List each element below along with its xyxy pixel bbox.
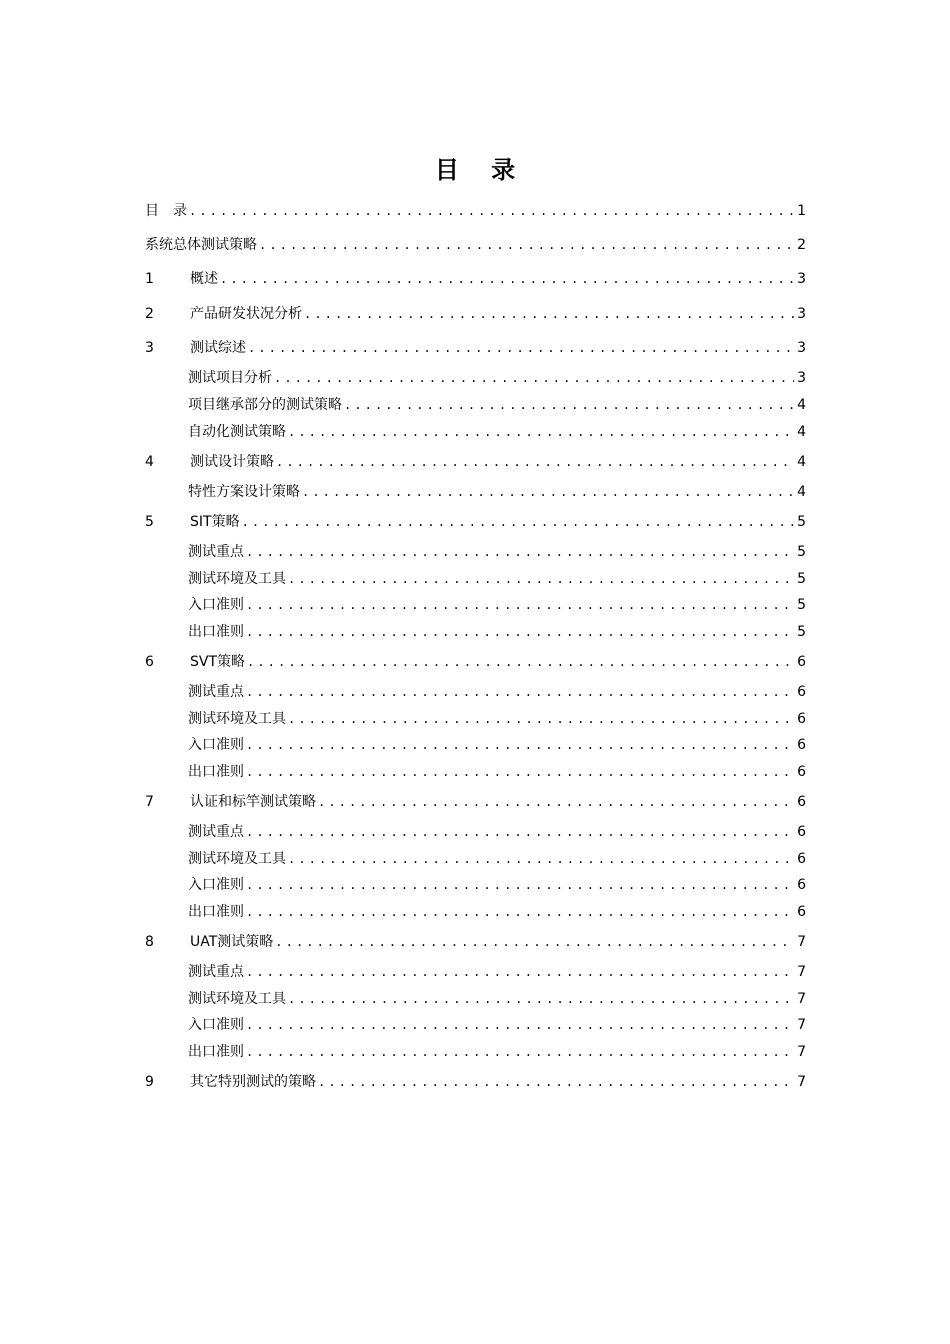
- toc-dot-leader: [246, 963, 794, 981]
- toc-entry-page-number: 4: [797, 424, 806, 440]
- toc-entry-title: 测试综述: [190, 340, 246, 356]
- toc-entry-page-number: 6: [797, 684, 806, 700]
- toc-entry-page-number: 5: [797, 544, 806, 560]
- toc-entry-page-number: 7: [797, 1074, 806, 1090]
- toc-dot-leader: [246, 736, 794, 754]
- toc-entry[interactable]: [145, 481, 806, 501]
- toc-dot-leader: [302, 483, 794, 501]
- toc-dot-leader: [246, 1016, 794, 1034]
- toc-dot-leader: [242, 513, 794, 531]
- toc-entry-title: 出口准则: [188, 764, 244, 780]
- toc-entry-number: 5: [145, 514, 154, 530]
- toc-entry-title: 入口准则: [188, 597, 244, 613]
- toc-dot-leader: [318, 793, 794, 811]
- toc-entry-number: 9: [145, 1074, 154, 1090]
- toc-dot-leader: [189, 202, 794, 220]
- toc-dot-leader: [288, 423, 794, 441]
- toc-entry[interactable]: [145, 681, 806, 701]
- toc-dot-leader: [246, 623, 794, 641]
- toc-entry-title: 出口准则: [188, 624, 244, 640]
- toc-entry-title: SVT策略: [190, 654, 246, 670]
- toc-entry[interactable]: [145, 874, 806, 894]
- toc-entry[interactable]: [145, 621, 806, 641]
- toc-entry-page-number: 4: [797, 484, 806, 500]
- toc-entry[interactable]: [145, 451, 806, 471]
- toc-entry[interactable]: [145, 1041, 806, 1061]
- toc-dot-leader: [246, 903, 794, 921]
- toc-entry-title: 入口准则: [188, 877, 244, 893]
- toc-entry-page-number: 3: [797, 370, 806, 386]
- toc-dot-leader: [274, 369, 794, 387]
- toc-entry-page-number: 6: [797, 764, 806, 780]
- toc-entry-title: 测试环境及工具: [188, 991, 286, 1007]
- toc-entry-page-number: 5: [797, 571, 806, 587]
- toc-entry-number: 3: [145, 340, 154, 356]
- toc-dot-leader: [220, 270, 794, 288]
- toc-entry-page-number: 6: [797, 737, 806, 753]
- toc-entry-page-number: 2: [797, 237, 806, 253]
- toc-dot-leader: [246, 596, 794, 614]
- toc-dot-leader: [246, 1043, 794, 1061]
- toc-entry-title: 入口准则: [188, 737, 244, 753]
- toc-entry-number: 4: [145, 454, 154, 470]
- toc-entry[interactable]: [145, 200, 806, 220]
- toc-entry[interactable]: [145, 848, 806, 868]
- toc-entry[interactable]: [145, 421, 806, 441]
- toc-entry-title: UAT测试策略: [190, 934, 274, 950]
- toc-dot-leader: [288, 570, 794, 588]
- toc-entry[interactable]: [145, 268, 806, 288]
- toc-entry-number: 6: [145, 654, 154, 670]
- toc-dot-leader: [275, 933, 794, 951]
- toc-dot-leader: [318, 1073, 794, 1091]
- toc-entry[interactable]: [145, 931, 806, 951]
- toc-dot-leader: [246, 683, 794, 701]
- toc-entry-page-number: 7: [797, 1044, 806, 1060]
- toc-dot-leader: [248, 339, 794, 357]
- toc-entry-title: 目 录: [145, 203, 187, 219]
- toc-dot-leader: [259, 236, 794, 254]
- toc-entry-page-number: 5: [797, 514, 806, 530]
- toc-entry[interactable]: [145, 541, 806, 561]
- toc-entry-title: 测试重点: [188, 544, 244, 560]
- toc-dot-leader: [246, 763, 794, 781]
- toc-entry-title: 产品研发状况分析: [190, 306, 302, 322]
- toc-entry[interactable]: [145, 651, 806, 671]
- toc-entry-title: 测试重点: [188, 824, 244, 840]
- toc-entry-title: 测试重点: [188, 684, 244, 700]
- toc-entry-page-number: 4: [797, 397, 806, 413]
- toc-entry[interactable]: [145, 394, 806, 414]
- toc-entry-page-number: 7: [797, 964, 806, 980]
- toc-dot-leader: [246, 823, 794, 841]
- toc-entry[interactable]: [145, 761, 806, 781]
- toc-entry-page-number: 6: [797, 877, 806, 893]
- toc-entry[interactable]: [145, 303, 806, 323]
- toc-entry-page-number: 6: [797, 851, 806, 867]
- toc-entry-page-number: 7: [797, 1017, 806, 1033]
- toc-entry-title: 系统总体测试策略: [145, 237, 257, 253]
- toc-dot-leader: [246, 876, 794, 894]
- toc-entry-title: 概述: [190, 271, 218, 287]
- toc-entry-title: SIT策略: [190, 514, 240, 530]
- toc-entry-number: 2: [145, 306, 154, 322]
- toc-entry[interactable]: [145, 568, 806, 588]
- toc-entry[interactable]: [145, 337, 806, 357]
- toc-entry[interactable]: [145, 367, 806, 387]
- toc-entry-page-number: 6: [797, 904, 806, 920]
- toc-entry-page-number: 3: [797, 271, 806, 287]
- toc-title: 目 录: [434, 155, 528, 184]
- toc-entry-number: 8: [145, 934, 154, 950]
- toc-entry[interactable]: [145, 708, 806, 728]
- toc-entry-page-number: 6: [797, 654, 806, 670]
- toc-entry[interactable]: [145, 988, 806, 1008]
- toc-entry[interactable]: [145, 791, 806, 811]
- toc-entry-page-number: 5: [797, 624, 806, 640]
- toc-entry[interactable]: [145, 734, 806, 754]
- toc-entry[interactable]: [145, 234, 806, 254]
- toc-entry[interactable]: [145, 1071, 806, 1091]
- toc-entry-title: 认证和标竿测试策略: [190, 794, 316, 810]
- toc-entry-page-number: 7: [797, 991, 806, 1007]
- toc-entry-title: 其它特别测试的策略: [190, 1074, 316, 1090]
- toc-entry-title: 出口准则: [188, 904, 244, 920]
- toc-entry-title: 入口准则: [188, 1017, 244, 1033]
- toc-entry[interactable]: [145, 511, 806, 531]
- toc-dot-leader: [288, 990, 794, 1008]
- toc-entry-title: 自动化测试策略: [188, 424, 286, 440]
- toc-dot-leader: [247, 653, 794, 671]
- toc-dot-leader: [288, 850, 794, 868]
- toc-entry-number: 7: [145, 794, 154, 810]
- toc-entry[interactable]: [145, 594, 806, 614]
- toc-entry-number: 1: [145, 271, 154, 287]
- toc-entry-page-number: 4: [797, 454, 806, 470]
- toc-entry-title: 测试项目分析: [188, 370, 272, 386]
- toc-entry-title: 测试环境及工具: [188, 711, 286, 727]
- toc-entry-page-number: 3: [797, 306, 806, 322]
- toc-entry-page-number: 1: [797, 203, 806, 219]
- toc-entry-title: 出口准则: [188, 1044, 244, 1060]
- toc-entry-title: 特性方案设计策略: [188, 484, 300, 500]
- toc-entry-title: 测试环境及工具: [188, 851, 286, 867]
- toc-dot-leader: [304, 305, 794, 323]
- toc-entry-title: 测试设计策略: [190, 454, 274, 470]
- toc-dot-leader: [276, 453, 794, 471]
- toc-dot-leader: [344, 396, 794, 414]
- toc-entry[interactable]: [145, 961, 806, 981]
- toc-entry-title: 测试环境及工具: [188, 571, 286, 587]
- toc-entry-title: 测试重点: [188, 964, 244, 980]
- toc-entry-page-number: 6: [797, 711, 806, 727]
- toc-dot-leader: [246, 543, 794, 561]
- toc-entry-page-number: 5: [797, 597, 806, 613]
- toc-entry-page-number: 6: [797, 794, 806, 810]
- toc-entry[interactable]: [145, 1014, 806, 1034]
- toc-dot-leader: [288, 710, 794, 728]
- toc-entry[interactable]: [145, 901, 806, 921]
- toc-entry[interactable]: [145, 821, 806, 841]
- toc-entry-title: 项目继承部分的测试策略: [188, 397, 342, 413]
- toc-entry-page-number: 3: [797, 340, 806, 356]
- toc-entry-page-number: 6: [797, 824, 806, 840]
- toc-entry-page-number: 7: [797, 934, 806, 950]
